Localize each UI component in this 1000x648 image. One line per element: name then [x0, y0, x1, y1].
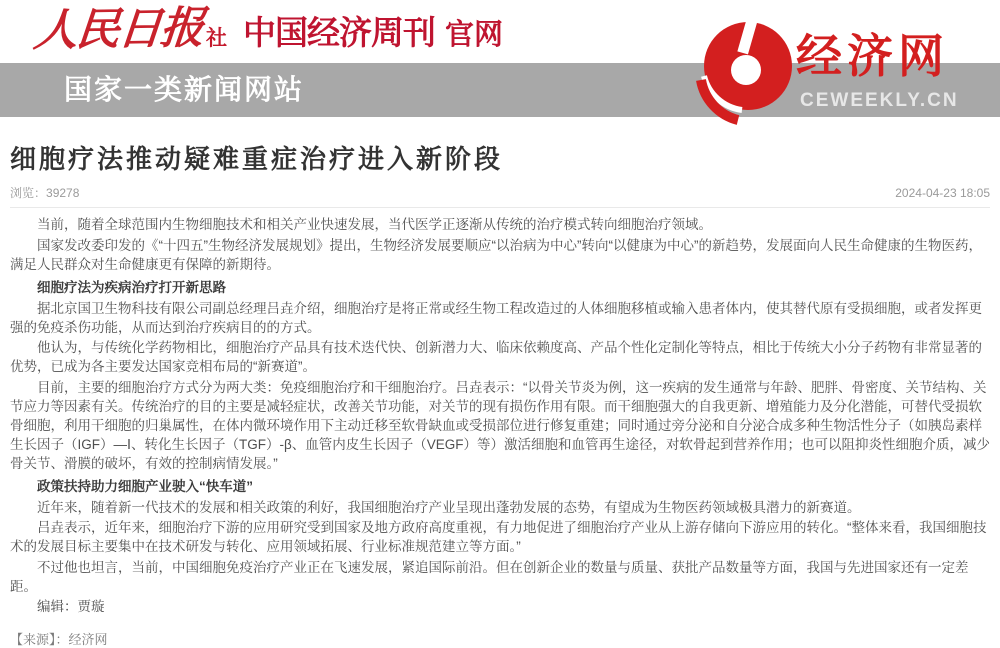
article-paragraph: 吕垚表示，近年来，细胞治疗下游的应用研究受到国家及地方政府高度重视，有力地促进了细胞治疗产业从上游存储向下游应用的转化。“整体来看，我国细胞技术的发展目标主要集中在技术研发与转化、应用领域拓展、行业标准规范建立等方面。”: [10, 520, 987, 554]
ceweekly-brand-block[interactable]: [700, 0, 1000, 130]
news-site-banner-text: 国家一类新闻网站: [64, 74, 305, 105]
publish-datetime: 2024-04-23 18:05: [895, 185, 990, 200]
article-paragraph: 国家发改委印发的《“十四五”生物经济发展规划》提出，生物经济发展要顺应“以治病为中心”转向“以健康为中心”的新趋势，发展面向人民生命健康的生物医药，满足人民群众对生命健康更有保障的新期待。: [10, 237, 982, 272]
article-body: [10, 215, 990, 616]
editor-byline: 编辑：贾璇: [37, 599, 105, 614]
ceweekly-logo-icon: [700, 16, 792, 133]
site-header: [0, 0, 1000, 130]
masthead-logo[interactable]: [31, 2, 504, 57]
article-paragraph: 近年来，随着新一代技术的发展和相关政策的利好，我国细胞治疗产业呈现出蓬勃发展的态势，有望成为生物医药领域极具潜力的新赛道。: [37, 499, 861, 515]
article-source: 【来源】：经济网: [10, 632, 108, 647]
article-title: 细胞疗法推动疑难重症治疗进入新阶段: [10, 144, 504, 174]
brand-site-name: 经济网: [796, 31, 949, 82]
paper-suffix-label: 社: [206, 27, 227, 50]
article-content: [0, 139, 1000, 648]
views-count: 39278: [46, 186, 80, 200]
views-label: 浏览：: [10, 186, 47, 200]
article-paragraph: 不过他也坦言，当前，中国细胞免疫治疗产业正在飞速发展，紧追国际前沿。但在创新企业的数量与质量、获批产品数量等方面，我国与先进国家还有一定差距。: [10, 559, 969, 594]
views-counter: [10, 184, 79, 201]
article-paragraph: 目前，主要的细胞治疗方式分为两大类：免疫细胞治疗和干细胞治疗。吕垚表示：“以骨关节炎为例，这一疾病的发生通常与年龄、肥胖、骨密度、关节结构、关节应力等因素有关。传统治疗的目的主要是减轻症状，改善关节功能，对关节的现有损伤作用有限。而干细胞强大的自我更新、增殖能力及分化潜能，可替代受损软骨细胞，利用干细胞的归巢属性，在体内微环境作用下主动迁移至软骨缺血或受损部位进行修复重建；同时通过旁分泌和自分泌合成多种生物活性分子（如胰岛素样生长因子（IGF）—Ⅰ、转化生长因子（TGF）-β、血管内皮生长因子（VEGF）等）激活细胞和血管再生途径，对软骨起到营养作用；也可以阻抑炎性细胞介质，减少骨关节、滑膜的破坏，有效的控制病情发展。”: [10, 379, 990, 471]
article-paragraph: 他认为，与传统化学药物相比，细胞治疗产品具有技术迭代快、创新潜力大、临床依赖度高、产品个性化定制化等特点，相比于传统大小分子药物有非常显著的优势，已成为各主要发达国家竞相布局的“新赛道”。: [10, 340, 982, 374]
article-paragraph: 当前，随着全球范围内生物细胞技术和相关产业快速发展，当代医学正逐渐从传统的治疗模式转向细胞治疗领域。: [37, 217, 712, 232]
peoples-daily-calligraphy-logo: 人民日报: [31, 2, 205, 57]
china-economic-weekly-label: 中国经济周刊: [243, 14, 435, 51]
official-site-label: 官网: [445, 19, 504, 51]
article-paragraph: 据北京国卫生物科技有限公司副总经理吕垚介绍，细胞治疗是将正常或经生物工程改造过的人体细胞移植或输入患者体内，使其替代原有受损细胞，或者发挥更强的免疫杀伤功能，从而达到治疗疾病目的的方式。: [10, 300, 982, 335]
brand-site-domain: CEWEEKLY.CN: [800, 90, 959, 111]
section-heading: 细胞疗法为疾病治疗打开新思路: [37, 279, 226, 295]
article-meta-row: [10, 184, 990, 208]
section-heading: 政策扶持助力细胞产业驶入“快车道”: [37, 478, 253, 494]
